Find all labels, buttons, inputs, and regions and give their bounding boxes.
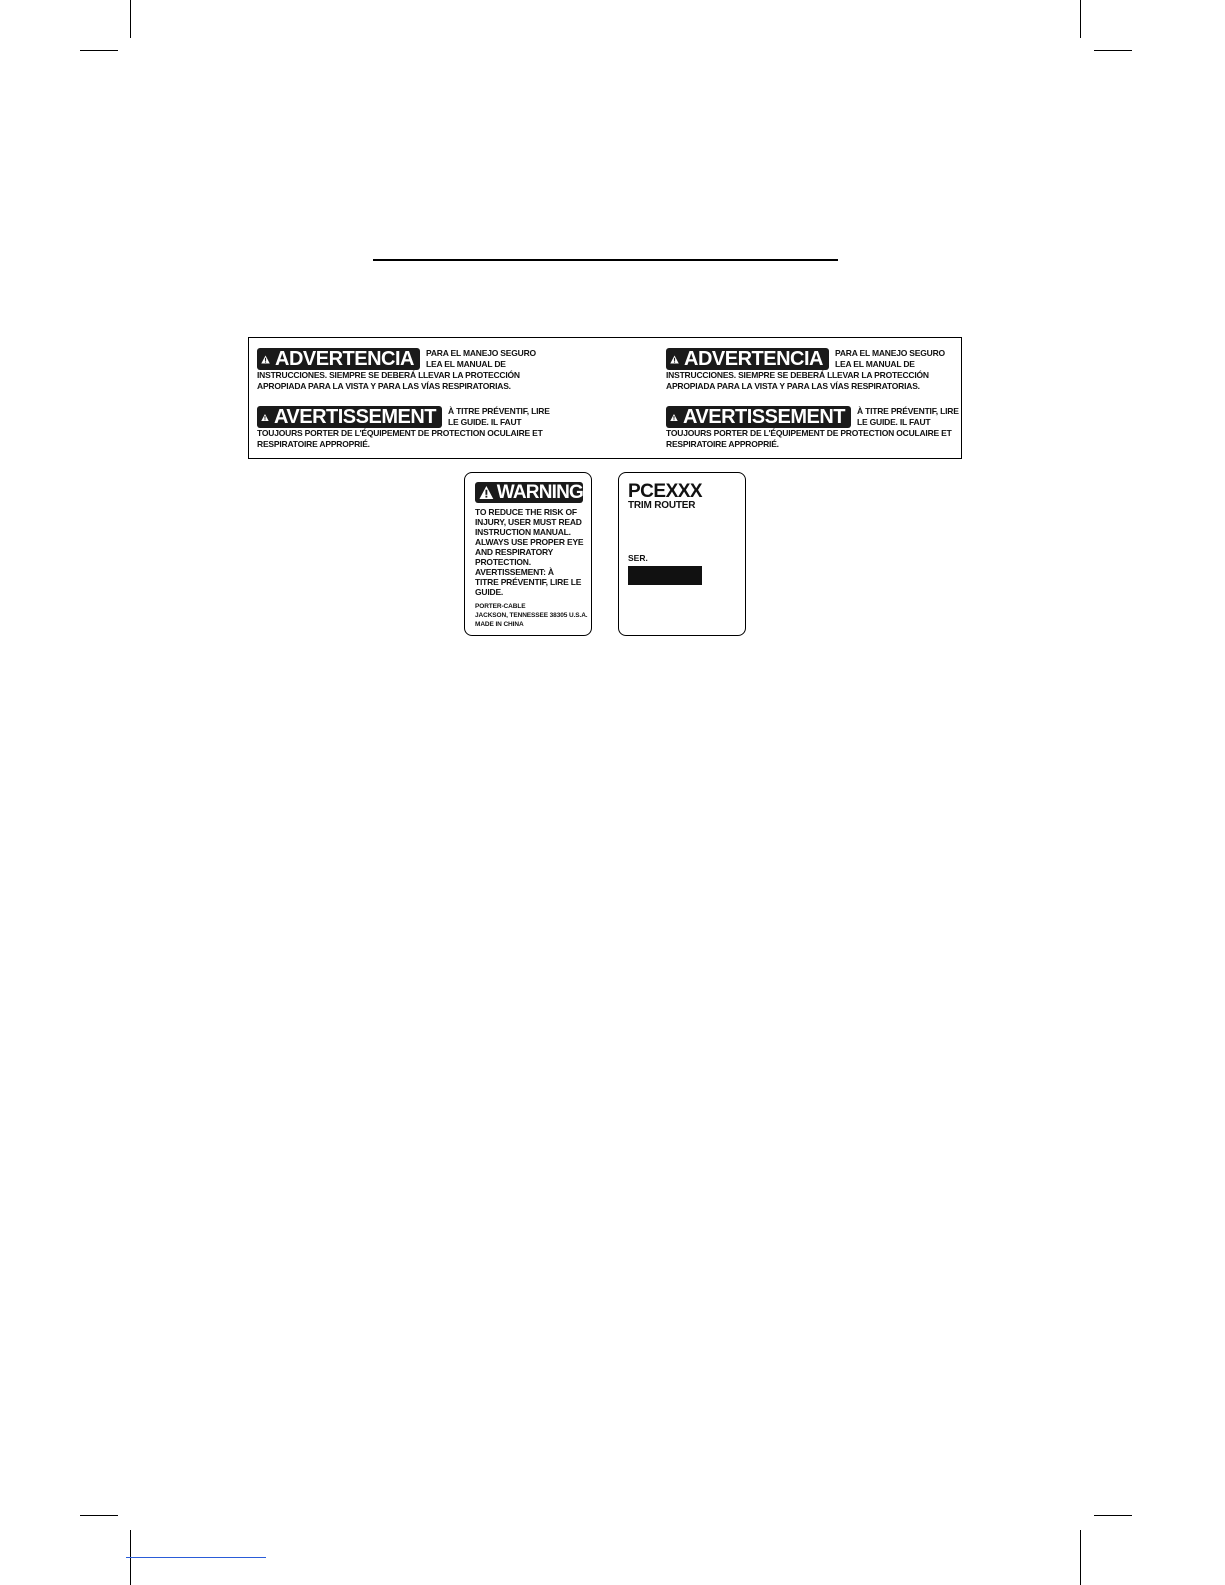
badge-text: AVERTISSEMENT bbox=[682, 406, 845, 428]
serial-number-field bbox=[628, 566, 702, 585]
adv-line: APROPIADA PARA LA VISTA Y PARA LAS VÍAS RESPIRATORIAS. bbox=[666, 380, 920, 391]
adv-block-right bbox=[666, 348, 966, 391]
avt-line: TOUJOURS PORTER DE L'ÉQUIPEMENT DE PROTECTION OCULAIRE ET bbox=[666, 428, 952, 438]
avt-side-text: À TITRE PRÉVENTIF, LIRE LE GUIDE. IL FAUT bbox=[857, 406, 959, 427]
warning-triangle-icon bbox=[479, 485, 494, 500]
badge-text: ADVERTENCIA bbox=[275, 348, 414, 370]
footer-link-underline[interactable] bbox=[126, 1556, 266, 1558]
avt-line: RESPIRATOIRE APPROPRIÉ. bbox=[257, 438, 370, 449]
nameplate-label bbox=[618, 472, 746, 636]
crop-mark bbox=[1094, 50, 1132, 51]
badge-text: AVERTISSEMENT bbox=[273, 406, 436, 428]
warning-text: TO REDUCE THE RISK OF INJURY, USER MUST READ INSTRUCTION MANUAL. ALWAYS USE PROPER EYE AND RESPIRATORY PROTECTION. AVERTISSEMENT: À TITRE PRÉVENTIF, LIRE LE GUIDE. bbox=[475, 507, 584, 597]
crop-mark bbox=[80, 1515, 118, 1516]
avt-side-text: À TITRE PRÉVENTIF, LIRE LE GUIDE. IL FAUT bbox=[448, 406, 550, 427]
adv-line: INSTRUCCIONES. SIEMPRE SE DEBERÁ LLEVAR LA PROTECCIÓN bbox=[666, 370, 929, 380]
avt-line: RESPIRATOIRE APPROPRIÉ. bbox=[666, 438, 779, 449]
warning-triangle-icon bbox=[670, 410, 678, 425]
avt-block-left bbox=[257, 406, 557, 449]
warning-badge-text: WARNING bbox=[496, 481, 583, 503]
title-rule bbox=[373, 259, 838, 261]
adv-side-text: PARA EL MANEJO SEGURO LEA EL MANUAL DE bbox=[835, 348, 945, 369]
avertissement-badge bbox=[666, 406, 851, 428]
avt-block-right bbox=[666, 406, 966, 449]
tool-name: TRIM ROUTER bbox=[628, 500, 696, 511]
advertencia-badge bbox=[666, 348, 829, 370]
avt-line: TOUJOURS PORTER DE L'ÉQUIPEMENT DE PROTECTION OCULAIRE ET bbox=[257, 428, 543, 438]
model-number: PCEXXX bbox=[628, 481, 703, 502]
adv-line: INSTRUCCIONES. SIEMPRE SE DEBERÁ LLEVAR LA PROTECCIÓN bbox=[257, 370, 520, 380]
crop-mark bbox=[1080, 1530, 1081, 1585]
warning-badge bbox=[475, 482, 583, 503]
warning-label bbox=[464, 472, 592, 636]
adv-line: APROPIADA PARA LA VISTA Y PARA LAS VÍAS RESPIRATORIAS. bbox=[257, 380, 511, 391]
avertissement-badge bbox=[257, 406, 442, 428]
warning-triangle-icon bbox=[670, 352, 679, 367]
serial-label: SER. bbox=[628, 553, 648, 563]
adv-side-text: PARA EL MANEJO SEGURO LEA EL MANUAL DE bbox=[426, 348, 536, 369]
adv-block-left bbox=[257, 348, 557, 391]
badge-text: ADVERTENCIA bbox=[684, 348, 823, 370]
manufacturer-info: PORTER-CABLE JACKSON, TENNESSEE 38305 U.S.A. MADE IN CHINA bbox=[475, 603, 588, 628]
bilingual-warning-label bbox=[248, 337, 962, 459]
crop-mark bbox=[80, 50, 118, 51]
crop-mark bbox=[1094, 1515, 1132, 1516]
crop-mark bbox=[1080, 0, 1081, 38]
warning-triangle-icon bbox=[261, 352, 270, 367]
advertencia-badge bbox=[257, 348, 420, 370]
crop-mark bbox=[130, 0, 131, 38]
warning-triangle-icon bbox=[261, 410, 269, 425]
